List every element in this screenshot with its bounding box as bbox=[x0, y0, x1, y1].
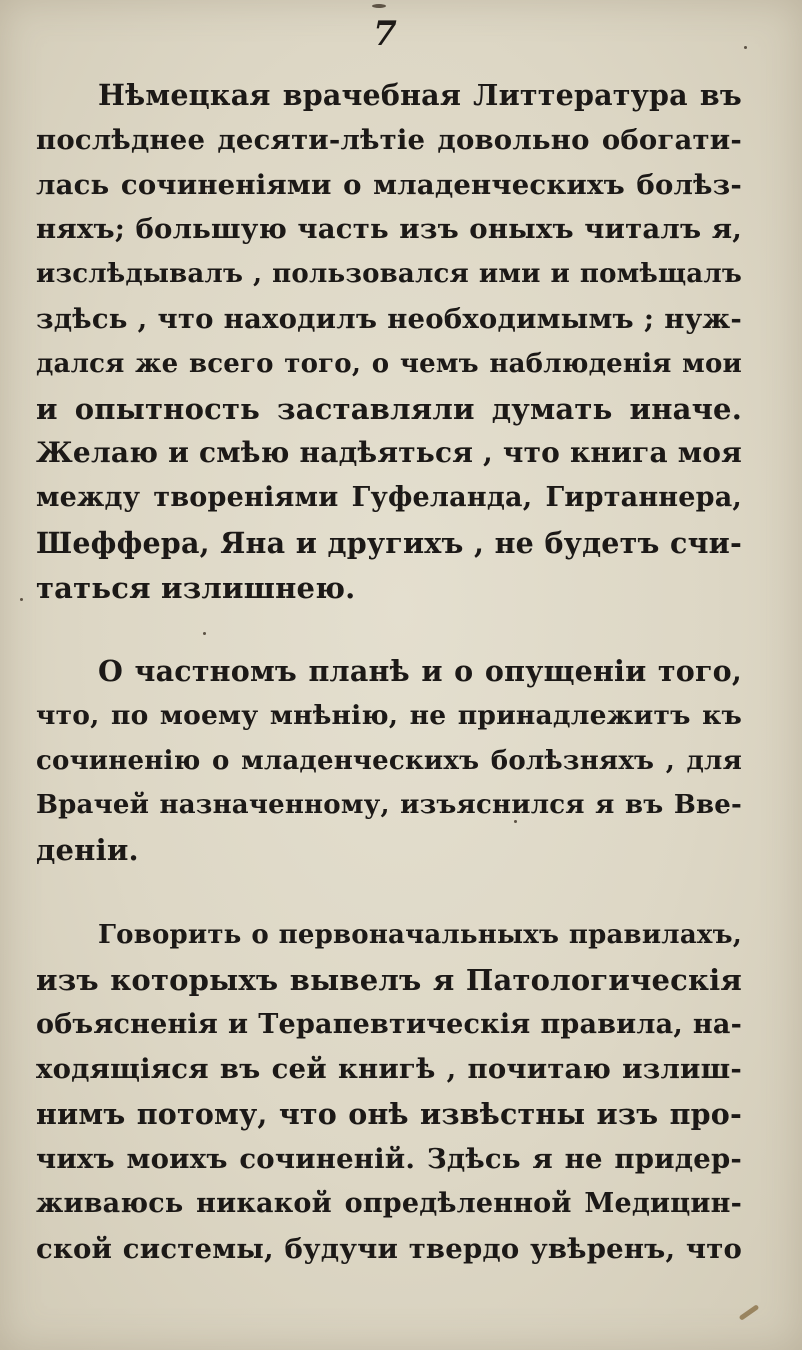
text-line: деніи. bbox=[36, 833, 139, 868]
text-line: изъ которыхъ вывелъ я Патологическія bbox=[36, 962, 742, 997]
text-line: объясненія и Терапевтическія правила, на- bbox=[36, 1008, 742, 1040]
paper-speck bbox=[514, 820, 517, 823]
paper-speck bbox=[203, 632, 206, 635]
text-line: няхъ; большую часть изъ оныхъ читалъ я, bbox=[36, 213, 742, 246]
text-line: Нѣмецкая врачебная Литтература въ bbox=[98, 78, 742, 112]
paragraph-3 bbox=[36, 913, 742, 1271]
text-line: таться излишнею. bbox=[36, 570, 356, 605]
text-line: послѣднее десяти-лѣтіе довольно обогати- bbox=[36, 123, 742, 156]
text-line: лась сочиненіями о младенческихъ болѣз- bbox=[36, 168, 742, 201]
paragraph-1 bbox=[36, 73, 742, 611]
text-line: Говорить о первоначальныхъ правилахъ, bbox=[98, 920, 742, 950]
pen-mark bbox=[739, 1304, 760, 1321]
text-line: чихъ моихъ сочиненій. Здѣсь я не придер- bbox=[36, 1142, 742, 1175]
text-line: Желаю и смѣю надѣяться , что книга моя bbox=[36, 436, 743, 470]
text-line: О частномъ планѣ и о опущеніи того, bbox=[98, 654, 742, 688]
text-line: нимъ потому, что онѣ извѣстны изъ про- bbox=[36, 1097, 742, 1132]
text-line: что, по моему мнѣнію, не принадлежитъ къ bbox=[36, 699, 742, 731]
text-line: здѣсь , что находилъ необходимымъ ; нуж- bbox=[36, 302, 742, 335]
text-line: ходящіяся въ сей книгѣ , почитаю излиш- bbox=[36, 1053, 742, 1086]
text-line: Врачей назначенному, изъяснился я въ Вве- bbox=[36, 790, 742, 821]
text-line: изслѣдывалъ , пользовался ими и помѣщалъ bbox=[36, 259, 742, 290]
page-number: 7 bbox=[373, 14, 397, 54]
paragraph-2 bbox=[36, 649, 742, 873]
text-line: живаюсь никакой опредѣленной Медицин- bbox=[36, 1187, 742, 1219]
text-line: между твореніями Гуфеланда, Гиртаннера, bbox=[36, 482, 742, 514]
paper-speck bbox=[744, 46, 747, 49]
paper-speck bbox=[20, 598, 23, 601]
text-line: дался же всего того, о чемъ наблюденія мои bbox=[36, 348, 742, 379]
paper-speck bbox=[372, 4, 386, 8]
text-line: ской системы, будучи твердо увѣренъ, что bbox=[36, 1232, 742, 1265]
text-line: и опытность заставляли думать иначе. bbox=[36, 391, 742, 426]
text-line: Шеффера, Яна и другихъ , не будетъ счи- bbox=[36, 525, 742, 560]
text-line: сочиненію о младенческихъ болѣзняхъ , для bbox=[36, 745, 742, 776]
